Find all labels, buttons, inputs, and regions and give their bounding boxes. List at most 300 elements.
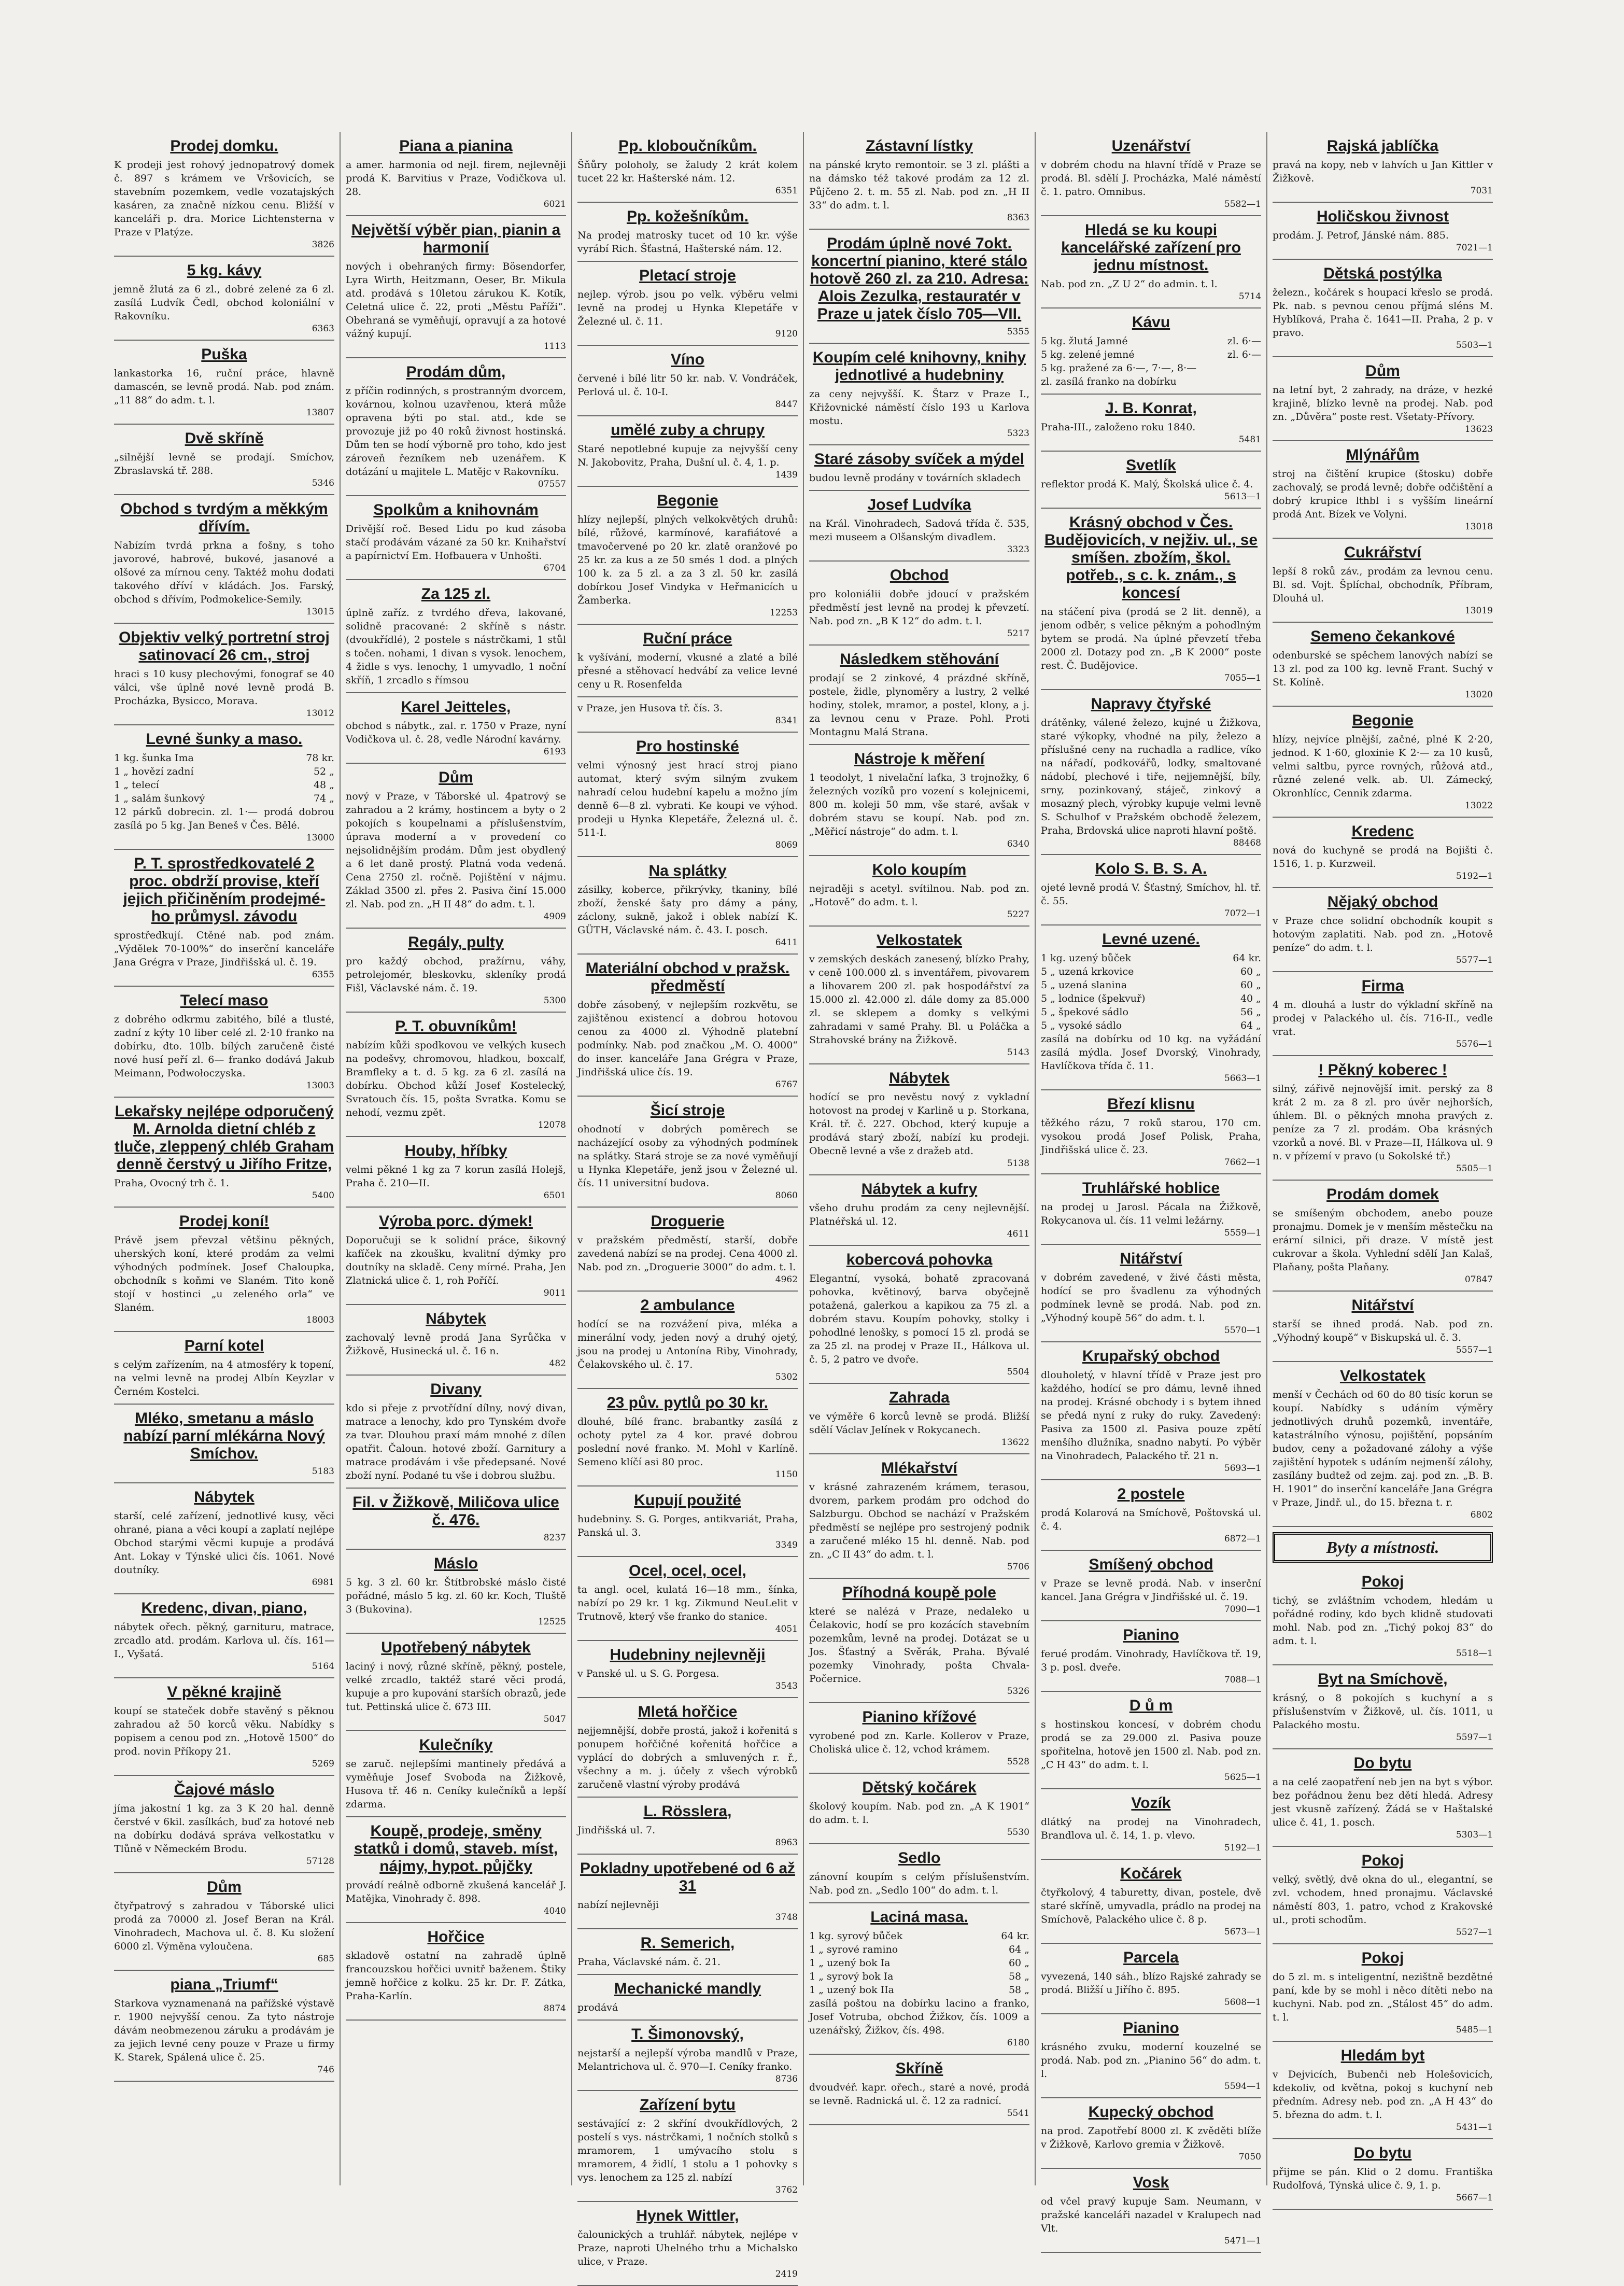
ad-title: Za 125 zl. [421,585,491,602]
ad-body: lepší 8 roků záv., prodám za levnou cenu. Bl. sd. Vojt. Šplíchal, obchodník, Příbram, Dlouhá ul. [1273,566,1493,604]
ad-number: 482 [549,1358,566,1369]
ad-title: D ů m [1129,1697,1173,1714]
classified-ad [1273,1665,1493,1749]
ad-body: a amer. harmonia od nejl. firem, nejlevněji prodá K. Barvitius v Praze, Vodičkova ul. 28. [346,159,566,198]
ad-number: 6872—1 [1224,1534,1261,1544]
ad-number: 18003 [306,1315,334,1325]
ad-body: ohodnotí v dobrých poměrech se nacházející osoby za výhodných podmínek na splátky. Stará stroje se za nové vyměňují u Hynka Klepetáře, jenž jsou v Železné ul. čís. 11 universitní budova. [577,1124,798,1189]
ad-body: školový koupím. Nab. pod zn. „A K 1901“ do adm. t. l. [809,1801,1029,1826]
classified-ad [809,1064,1029,1175]
ad-title: kobercová pohovka [846,1251,993,1268]
ad-number: 3762 [775,2185,798,2195]
classified-ad [346,1817,566,1923]
classified-ad [1041,2014,1261,2098]
ad-body: a na celé zaopatření neb jen na byt s výbor. bez pořádnou ženu bez dětí hledá. Adresy jest vkusně zařízený. Žádá se v Haštalské ulice č. 41, 1. posch. [1273,1776,1493,1828]
ad-number: 5183 [312,1466,334,1477]
classified-ad [577,697,798,733]
ad-number: 6193 [543,747,566,757]
price-item-value: 58 „ [1008,1971,1029,1982]
price-item-value: 60 „ [1008,1957,1029,1969]
classified-ad [577,625,798,697]
ad-number: 5485—1 [1456,2025,1493,2035]
price-item-value: 60 „ [1240,979,1261,991]
classified-ad [1273,888,1493,972]
classified-ad [1041,1944,1261,2014]
ad-number: 13022 [1464,801,1493,811]
ad-body: za ceny nejvyšší. K. Štarz v Praze I., Křižovnické náměstí číslo 193 u Karlova mostu. [809,388,1029,427]
classified-ad [577,1929,798,1975]
price-item [1041,334,1261,348]
ad-body: Na prodej matrosky tucet od 10 kr. výše vyrábí Rich. Šťastná, Hašterské nám. 12. [577,230,798,255]
column-6 [1267,132,1498,2203]
ad-title: Dvě skříně [185,430,264,447]
ad-title: Obchod [889,567,949,584]
ad-number: 4040 [543,1906,566,1916]
ad-number: 4909 [543,911,566,922]
classified-ad [1041,1692,1261,1789]
price-item [1041,992,1261,1005]
ad-number: 5217 [1007,628,1029,639]
ad-title: Regály, pulty [408,934,504,951]
ad-body: laciný i nový, různé skříně, pěkný, postele, velké zrcadlo, taktéž staré věci prodá, kupuje a pro kupování starších obrazů, jede tut. Pettinská ulice č. 673 III. [346,1661,566,1713]
ad-body: ta angl. ocel, kulatá 16—18 mm., šínka, nabízí po 29 kr. 1 kg. Zikmund NeuLelit v Trutnově, který vše franko do stanice. [577,1584,798,1622]
ad-title: Mléko, smetanu a máslo nabízí parní mlékárna Nový Smíchov. [123,1410,325,1462]
classified-ad [346,358,566,496]
ad-body: hudebniny. S. G. Porges, antikvariát, Praha, Panská ul. 3. [577,1513,798,1538]
ad-title: Do bytu [1353,1755,1412,1772]
ad-title: Prodej koní! [179,1213,270,1230]
ad-number: 07847 [1464,1274,1493,1285]
ad-number: 6981 [312,1577,334,1588]
ad-title: Droguerie [651,1213,725,1230]
ad-number: 5559—1 [1224,1228,1261,1238]
ad-body: železn., kočárek s houpací křeslo se prodá. Pk. nab. s pevnou cenou příjmá sléns M. Hyblíková, Praha č. 1641—II. Praha, 2 p. v pravo. [1273,287,1493,339]
ad-body: sprostředkují. Ctěné nab. pod znám. „Výdělek 70-100%“ do inserční kanceláře Jana Grégra v Praze, Jindřišská ul. č. 19. [114,930,334,968]
ad-number: 6363 [312,324,334,334]
ad-body: ojeté levně prodá V. Šťastný, Smíchov, hl. tř. č. 55. [1041,882,1261,907]
ad-title: Kredenc, divan, piano, [141,1600,307,1617]
classified-ad [114,624,334,725]
ad-title: 2 postele [1117,1485,1185,1503]
ad-body: Nab. pod zn. „Z U 2“ do admin. t. l. [1041,278,1218,290]
classified-ad [577,1641,798,1698]
classified-ad [346,1634,566,1731]
ad-title: L. Rösslera, [643,1803,732,1820]
ad-body: na stáčení piva (prodá se 2 lit. denně), a jenom odběr, s velice pěkným a pohodlným bytem se prodá. Na úplné převzetí třeba 2000 zl. Dotazy pod zn. „B K 2000“ poste rest. Č. Budějovice. [1041,606,1261,671]
ad-body: vyvezená, 140 sáh., blízo Rajské zahrady se prodá. Bližší u Jiřího č. 895. [1041,1971,1261,1996]
ad-title: Truhlářské hoblice [1082,1180,1220,1197]
classified-ad [1273,2139,1493,2210]
ad-body: pro koloniálii dobře jdoucí v pražském předměstí jest levně na prodej k převzetí. Nab. pod zn. „B K 12“ do adm. t. l. [809,588,1029,627]
ad-body: krásného zvuku, moderní kouzelné se prodá. Nab. pod zn. „Pianino 56“ do adm. t. l. [1041,2041,1261,2080]
classified-ad [577,203,798,262]
ad-number: 5625—1 [1224,1772,1261,1783]
ad-title: Krásný obchod v Čes. Budějovicích, v nejživ. ul., se smíšen. zbožím, škol. potřeb., s c. k. znám., s koncesí [1044,514,1258,601]
price-item-label: 5 kg. žlutá Jamné [1041,335,1128,347]
ad-number: 8447 [775,399,798,410]
price-item-value: 74 „ [313,793,334,804]
classified-ad [577,262,798,346]
ad-title: Pokoj [1361,1852,1404,1869]
ad-number: 7021—1 [1456,243,1493,253]
ad-number: 5481 [1238,434,1261,445]
ad-title: Nitářství [1351,1297,1414,1314]
ad-number: 6501 [543,1190,566,1201]
classified-ad [809,1579,1029,1703]
ad-body: reflektor prodá K. Malý, Školská ulice č. 4. [1041,479,1253,490]
price-item [114,751,334,765]
classified-ad [1041,1480,1261,1551]
ad-body: dlouhé, bílé franc. brabantky zasílá z ochoty pytel za 4 kor. pravé dobrou poslední nové franko. M. Mohl v Karlíně. Semeno klíčí asi 80 proc. [577,1416,798,1468]
classified-ad [346,693,566,764]
classified-ad [1041,1342,1261,1480]
ad-number: 1113 [543,341,566,352]
classified-ad [346,496,566,580]
classified-ad [809,1246,1029,1384]
ad-body: prodají se 2 zinkové, 4 prázdné skříně, postele, židle, plynoměry a lustry, 2 velké hodiny, stolek, mramor, a postel, klony, a j. za levnou cenu v Praze. Pohl. Proti Montagnu Malá Strana. [809,672,1029,738]
ad-price-list [114,751,334,805]
ad-number: 5557—1 [1456,1345,1493,1355]
classified-ad [114,1483,334,1594]
ad-title: Hořčice [427,1928,485,1945]
ad-title: Levné uzené. [1102,931,1200,948]
ad-body: „silnější levně se prodají. Smíchov, Zbraslavská tř. 288. [114,452,334,476]
ad-number: 5047 [543,1714,566,1724]
ad-body: dlouholetý, v hlavní třídě v Praze jest pro každého, hodící se pro dámu, levně ihned na prodej. Krásné obchody i s bytem ihned se předá nyní z ruky do ruky. Zavedený: Pasiva za 1500 zl. Pasiva pouze zpětí menšího dlužníka, snadno nabytí. Po výběr na Vinohradech, Palackého tř. 21 n. [1041,1369,1261,1462]
ad-number: 6802 [1470,1510,1493,1520]
ad-body: vyrobené pod zn. Karle. Kollerov v Praze, Choliská ulice č. 12, vchod krámem. [809,1730,1029,1755]
ad-number: 6355 [312,970,334,980]
ad-body: v dobrém zavedené, v živé části města, hodící se pro švadlenu za výhodných podmínek levně se prodá. Nab. pod zn. „Výhodný koupě 56“ do adm. t. l. [1041,1272,1261,1324]
ad-number: 1439 [775,470,798,480]
ad-body: prodává [577,2002,618,2013]
ad-number: 12525 [538,1617,566,1627]
classified-ad [1273,441,1493,539]
ad-body: zásilky, koberce, přikrývky, tkaniny, bílé zboží, ženské šaty pro dámy a pány, záclony, sukně, jakož i oblek nabízí K. GÜTH, Václavské nám. č. 43. I. posch. [577,884,798,936]
ad-number: 5164 [312,1661,334,1672]
ad-number: 4051 [775,1624,798,1634]
ad-body: v Praze chce solidní obchodník koupit s hotovým zaplatiti. Nab. pod zn. „Hotově peníze“ do adm. t. l. [1273,915,1493,953]
ad-body: Právě jsem převzal většinu pěkných, uherských koní, které prodám za velmi výhodných podmínek. Josef Chaloupka, obchodník s koňmi ve Slaném. Tito koně stojí v hostinci „u zeleného orla“ ve Slaném. [114,1235,334,1313]
ad-title: Parcela [1123,1949,1179,1966]
ad-number: 5138 [1007,1158,1029,1169]
classified-ad [809,230,1029,344]
ad-title: piana „Triumf“ [170,1976,278,1993]
ad-body: lankastorka 16, ruční práce, hlavně damascén, se levně prodá. Nab. pod znám. „11 88“ do adm. t. l. [114,368,334,406]
classified-ad [1273,132,1493,203]
classified-ad [346,1376,566,1489]
classified-ad [114,987,334,1098]
classified-ad [577,346,798,416]
price-item-value: zl. 6·— [1227,349,1261,360]
ad-body: z dobrého odkrmu zabitého, bílé a tlusté, zadní z kýty 10 liber celé zl. 2·10 franko na dobírku, dto. 10lb. bílých zaručeně čisté nové husí peří zl. 6— franko dodává Jakub Meimann, Podwołoczyska. [114,1014,334,1079]
ad-body: velký, světlý, dvě okna do ul., elegantní, se zvl. vchodem, hned pronajmu. Václavské náměstí 803, 1. patro, vchod z Krakovské ul., proti schodům. [1273,1874,1493,1926]
ad-body: z příčin rodinných, s prostranným dvorcem, kovárnou, kolnou uzavřenou, která může opravena býti po stal. atd., kde se provozuje již po 40 roků živnost hostinská. Dům ten se hodí výborně pro toho, kdo jest zároveň řezníkem neb uzenářem. K dotázání u majitele L. Matějc v Rakovníku. [346,385,566,478]
price-item [114,778,334,792]
ad-body: zl. zasílá franko na dobírku [1041,376,1177,387]
ad-title: Upotřebený nábytek [381,1639,531,1656]
price-item [809,1970,1029,1983]
classified-ad [577,1698,798,1798]
price-item [1041,1005,1261,1019]
ad-title: Nábytek [194,1489,255,1506]
classified-ad [809,132,1029,230]
classified-ad [809,856,1029,927]
classified-ad [1041,690,1261,855]
ad-number: 5143 [1007,1047,1029,1058]
ad-number: 5192—1 [1224,1843,1261,1853]
ad-number: 13018 [1464,522,1493,532]
ad-body: drátěnky, válené železo, kujné u Žižkova, staré výkopky, vhodné na pily, železo a příslušné ceny na ruchadla a radlice, víko na nářadí, podkovářů, lodky, smaltované nádobí, plechové i tiře, nejjemnější, bíly, srny, pozinkovaný, stáječ, zinkový a mosazný plech, výrobky kupuje velmi levně S. Schulhof v Pražském obchodě železem, Praha, Brdovská ulice naproti hlavní poště. [1041,717,1261,836]
ad-title: Dům [207,1878,242,1896]
price-item-label: 1 „ uzený bok IIa [809,1984,895,1996]
ad-title: Karel Jeitteles, [401,698,511,716]
ad-body: prodám. J. Petrof, Jánské nám. 885. [1273,230,1449,241]
classified-ad [114,341,334,425]
ad-number: 13019 [1464,606,1493,616]
classified-ad [346,1305,566,1376]
classified-ad [346,1923,566,2021]
ad-title: Pokladny upotřebené od 6 až 31 [580,1860,796,1895]
ad-title: Napravy čtyřské [1091,695,1211,712]
ad-number: 5300 [543,995,566,1006]
classified-ad [114,1208,334,1332]
price-item-label: 5 „ uzená krkovice [1041,966,1134,977]
ad-title: Hledám byt [1340,2047,1425,2064]
ad-body: jemně žlutá za 6 zl., dobré zelené za 6 zl. zasílá Ludvík Čedl, obchod koloniální v Rakovníku. [114,284,334,322]
ad-body: 5 kg. 3 zl. 60 kr. Štítbrobské máslo čisté pořádné, máslo 5 kg. zl. 60 kr. Koch, Tluště 3 (Bukovina). [346,1577,566,1615]
ad-title: Puška [201,346,247,363]
price-item-value: 64 „ [1240,1020,1261,1031]
classified-ad [1041,308,1261,395]
price-item [809,1956,1029,1970]
price-item-value: 78 kr. [306,752,334,764]
classified-ad [1041,1551,1261,1621]
price-item-label: 5 kg. pražené za 6·—, 7·—, 8·— [1041,362,1197,374]
ad-number: 13012 [306,708,334,719]
price-item-label: 1 „ syrový bok Ia [809,1971,894,1982]
ad-body: s celým zařízením, na 4 atmosféry k topení, na velmi levně na prodej Albín Keyzlar v Černém Kostelci. [114,1359,334,1397]
ad-body: se zaruč. nejlepšími mantinely předává a vyměňuje Josef Svoboda na Žižkově, Husova tř. 46 n. Ceníky kulečníků a lepší zdarma. [346,1758,566,1810]
ad-title: Piana a pianina [399,137,513,155]
ad-title: 5 kg. kávy [187,262,262,279]
ad-title: Pianino [1123,1626,1179,1644]
ad-body: na Král. Vinohradech, Sadová třída č. 535, mezi museem a Olšanským divadlem. [809,518,1029,543]
ad-body: silný, zářivě nejnovější imit. perský za 8 krát 2 m. za 8 zl. pro úvěr nejhorších, úhlem. Bl. o pěkných mnoha pravých z. peníze za 7 zl. prodám. Oba krásných vzorků a nové. Bl. v Praze—II, Hálkova ul. 9 n. v přízemí v pravo (u Sokolské tř.) [1273,1083,1493,1162]
ad-body: v Dejvicích, Bubenči neb Holešovicích, kdekoliv, od května, pokoj s kuchyní neb předním. Adresy neb. pod zn. „A H 43“ do 5. března do adm. t. l. [1273,2069,1493,2121]
ad-body: nejjemnější, dobře prostá, jakož i kořenitá s ponupem hořčičné kořenitá hořčice a vyplácí do dobrých a smluvených r. ř., všechny a m. j. účely z všech výrobků zaručeně vlastní výroby prodává [577,1725,798,1790]
ad-title: Sedlo [898,1849,941,1867]
ad-body: zánovní koupím s celým příslušenstvím. Nab. pod zn. „Sedlo 100“ do adm. t. l. [809,1871,1029,1896]
ad-body: čalounických a truhlář. nábytek, nejlépe v Praze, naproti Uhelného trhu a Michalsko ulice, v Praze. [577,2229,798,2267]
ad-body: nových i obehraných firmy: Bösendorfer, Lyra Wirth, Heitzmann, Oeser, Br. Mikula atd. prodává s 10letou zárukou K. Kotík, Celetná ulice č. 22, proti „Městu Paříži“. Obehraná se vyměňují, opravují a za hotové vážný kupují. [346,261,566,340]
ad-number: 8341 [775,716,798,726]
ad-title: Prodám úplně nové 7okt. koncertní pianino, které stálo hotově 260 zl. za 210. Adresa: Alois Zezulka, restauratér v Praze u jatek číslo 705—VII. [810,235,1029,322]
classified-ad [809,445,1029,491]
classified-ad [577,857,798,955]
ad-body: ferué prodám. Vinohrady, Havlíčkova tř. 19, 3 p. posl. dveře. [1041,1648,1261,1673]
ad-title: V pěkné krajině [167,1684,281,1701]
column-5 [1036,132,1267,2246]
classified-ad [1041,1245,1261,1342]
ad-title: Laciná masa. [870,1909,968,1926]
ad-title: Ocel, ocel, ocel, [629,1562,746,1579]
ad-body: nová do kuchyně se prodá na Bojišti č. 1516, 1. p. Kurzweil. [1273,845,1493,869]
price-item-value: zl. 6·— [1227,335,1261,347]
price-item-label: 1 „ salám šunkový [114,793,205,804]
column-4 [804,132,1036,2185]
classified-ad [577,1097,798,1208]
ad-title: Dětská postýlka [1323,265,1442,282]
ad-number: 8060 [775,1190,798,1201]
ad-body: zachovalý levně prodá Jana Syrůčka v Žižkově, Husinecká ul. č. 16 n. [346,1332,566,1357]
ad-title: Březí klisnu [1107,1096,1195,1113]
ad-number: 5693—1 [1224,1463,1261,1474]
ad-body: Staré nepotlebné kupuje za nejvyšší ceny N. Jakobovitz, Praha, Dušní ul. č. 4, 1. p. [577,443,798,468]
classified-ad [809,562,1029,646]
classified-ad [114,1098,334,1208]
ad-number: 13623 [1464,424,1493,434]
price-item-label: 5 „ uzená slanina [1041,979,1127,991]
classified-ad [114,257,334,341]
ad-number: 6021 [543,199,566,209]
ad-body: v pražském předměstí, starší, dobře zavedená nabízí se na prodej. Cena 4000 zl. Nab. pod zn. „Droguerie 3000“ do adm. t. l. [577,1235,798,1273]
ad-title: Příhodná koupě pole [842,1584,996,1601]
classified-ad [346,1731,566,1817]
classified-ad [577,1798,798,1855]
classified-ad [1273,707,1493,818]
ad-number: 3349 [775,1540,798,1550]
ad-body: pravá na kopy, neb v lahvích u Jan Kittler v Žižkově. [1273,159,1493,184]
price-item-value: 64 „ [1008,1944,1029,1955]
ad-body: hodící se pro nevěstu nový z vykladní hotovost na prodej v Karlině u p. Storkana, Král. tř. č. 227. Obchod, který kupuje a prodává starý zboží, nabízí ku prodeji. Obecně levné a vše z dražeb atd. [809,1091,1029,1157]
ad-body: zasílá poštou na dobírku lacino a franko, Josef Votruba, obchod Žižkov, čís. 1009 a uzenářský, Žižkov, čís. 498. [809,1998,1029,2036]
ad-body: tichý, se zvláštním vchodem, hledám u pořádné rodiny, kdo bych klidně studovati mohl. Nab. pod zn. „Tichý pokoj 83“ do adm. t. l. [1273,1595,1493,1647]
classified-ad [1041,925,1261,1090]
classified-ad [577,1292,798,1389]
ad-title: R. Semerich, [640,1934,735,1952]
price-item [1041,361,1261,375]
ad-number: 5714 [1238,291,1261,302]
classified-ad [577,955,798,1097]
ad-number: 13622 [1001,1437,1029,1448]
ad-title: Materiální obchod v pražsk. předměstí [585,960,790,994]
column-1 [109,132,341,2185]
ad-title: Begonie [1352,712,1414,729]
ad-number: 5667—1 [1456,2193,1493,2203]
ad-number: 6180 [1007,2038,1029,2048]
ad-number: 5570—1 [1224,1325,1261,1336]
classified-ad [1273,623,1493,707]
classified-ad [114,1332,334,1405]
ad-number: 13015 [306,607,334,617]
ad-body: Praha, Václavské nám. č. 21. [577,1956,721,1968]
classified-ad [809,646,1029,745]
ad-body: dobře zásobený, v nejlepším rozkvětu, se zajištěnou existencí a dobrou hotovou cenou za 4000 zl. Výhodně platební podmínky. Nab. pod značkou „M. O. 4000“ do inser. kanceláře Jana Grégra v Praze, Jindřišská ulice čís. 19. [577,999,798,1078]
price-item-label: 1 kg. uzený bůček [1041,952,1132,964]
ad-body: nový v Praze, v Táborské ul. 4patrový se zahradou a 2 krámy, hostincem a byty o 2 pokojích s koupelnami a příslušenstvím, úprava moderní a v provedení co nejsolidnějším prodám. Dům jest obydlený a 6 let daně prostý. Platná voda vedená. Cena 2750 zl. ročně. Pojištění v nájmu. Základ 3500 zl. přes 2. Pasiva činí 15.000 zl. Nab. pod zn. „H II 48“ do adm. t. l. [346,791,566,910]
ad-body: nábytek ořech. pěkný, garnituru, matrace, zrcadlo atd. prodám. Karlova ul. čís. 161—I., Vyšatá. [114,1621,334,1660]
price-item [1041,348,1261,361]
price-item-label: 1 „ syrové ramino [809,1944,898,1955]
classified-columns [109,132,1498,2279]
ad-number: 3826 [312,240,334,250]
ad-body: stroj na čištění krupice (štosku) dobře zachovalý, se prodá levně; dobře odčištění a dobrý krupice lthbl i s vyšším lineární prodá Ant. Bízek ve Volyni. [1273,468,1493,520]
ad-number: 5302 [775,1372,798,1382]
ad-body: jíma jakostní 1 kg. za 3 K 20 hal. denně čerstvé v 6kil. zasílkách, buď za hotové neb na dobírku dodává správa velkostatku v Tlůně v Německém Brodu. [114,1803,334,1855]
ad-number: 5541 [1007,2108,1029,2119]
price-item-value: 60 „ [1240,966,1261,977]
ad-number: 57128 [306,1856,334,1867]
ad-body: dlátký na prodej na Vinohradech, Brandlova ul. č. 14, 1. p. vlevo. [1041,1816,1261,1841]
ad-title: P. T. obuvníkům! [395,1018,517,1035]
classified-ad [1273,539,1493,623]
classified-ad [577,416,798,487]
ad-number: 9011 [543,1288,566,1298]
classified-ad [1041,1860,1261,1944]
ad-body: zasílá na dobírku od 10 kg. na vyžádání zasílá mýdla. Josef Dvorský, Vinohrady, Havlíčkova třída č. 11. [1041,1033,1261,1072]
ad-body: krásný, o 8 pokojích s kuchyní a s příslušenstvím v Žižkově, ul. čís. 1011, u Palackého mostu. [1273,1692,1493,1731]
ad-title: Kolo koupím [872,861,967,878]
ad-title: Nábytek [426,1310,486,1327]
ad-title: Begonie [657,492,718,509]
ad-body: úplně zaříz. z tvrdého dřeva, lakované, solidně pracované: 2 skříně s nástr. (dvoukřídlé), 2 postele s nástrčkami, 1 stůl s točen. nohami, 1 divan s vysok. lenochem, 4 židle s vys. lenochy, 1 umyvadlo, 1 noční skříň, 1 zrcadlo s římsou [346,607,566,686]
ad-number: 5594—1 [1224,2081,1261,2092]
classified-ad [114,132,334,257]
ad-title: Rajská jablíčka [1326,137,1439,155]
classified-ad [809,1175,1029,1246]
ad-title: Holičskou živnost [1316,208,1449,225]
ad-number: 13003 [306,1081,334,1091]
classified-ad [114,1405,334,1483]
ad-number: 5673—1 [1224,1927,1261,1937]
ad-number: 8363 [1007,213,1029,223]
ad-number: 746 [317,2065,334,2075]
ad-number: 5503—1 [1456,340,1493,350]
classified-ad [346,1489,566,1550]
ad-number: 5706 [1007,1562,1029,1572]
ad-body: Elegantní, vysoká, bohatě zpracovaná pohovka, květinový, barva obyčejně potažená, galerkou a kapikou za 75 zl. a dobrém stavu. Koupím pohovky, stolky i pohodlné lenošky, s pomocí 15 zl. prodá se za 25 zl. na prodej v Praze II., Hálkova ul. č. 5, 2 patro ve dvoře. [809,1273,1029,1365]
ad-title: Mlýnářům [1346,446,1420,464]
price-item-label: 1 „ hovězí zadní [114,766,194,777]
price-item [114,792,334,805]
ad-number: 5582—1 [1224,199,1261,209]
ad-title: P. T. sprostředkovatelé 2 proc. obdrží provise, kteří jejich přičiněním prodejmé- ho průmysl. závodu [123,855,326,925]
ad-title: Nějaký obchod [1327,893,1438,910]
ad-number: 6704 [543,563,566,573]
ad-title: Houby, hříbky [404,1142,507,1159]
ad-number: 5400 [312,1190,334,1201]
ad-title: Kupují použité [634,1492,741,1509]
ad-title: Cukrářství [1344,544,1421,561]
classified-ad [1041,216,1261,308]
ad-number: 5269 [312,1759,334,1769]
ad-number: 6340 [1007,839,1029,849]
ad-title: Do bytu [1353,2144,1412,2162]
ad-title: Koupě, prodeje, směny statků i domů, staveb. míst, nájmy, hypot. půjčky [354,1822,558,1875]
ad-title: Svetlík [1126,457,1176,474]
classified-ad [809,1903,1029,2055]
ad-title: Prodám dům, [406,363,506,381]
classified-ad [809,344,1029,445]
ad-number: 13000 [306,833,334,843]
price-item [1041,1019,1261,1032]
classified-ad [1041,395,1261,452]
ad-title: Fil. v Žižkově, Miličova ulice č. 476. [352,1494,559,1528]
ad-title: 2 ambulance [640,1297,735,1314]
classified-ad [1273,1749,1493,1847]
ad-title: Největší výběr pian, pianin a harmonií [351,221,561,256]
